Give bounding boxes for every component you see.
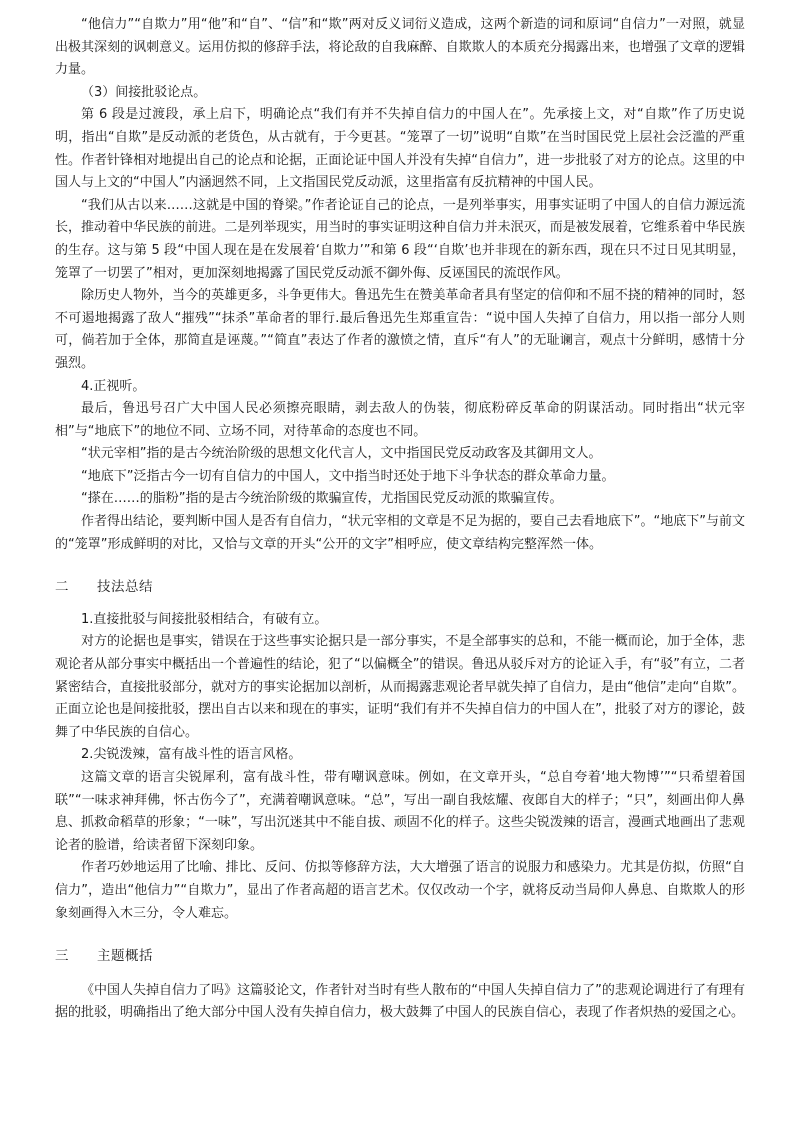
paragraph-technique-2: 这篇文章的语言尖锐犀利，富有战斗性，带有嘲讽意味。例如，在文章开头，“总自夸着‘地大物博’”“只希望着国联”“一味求神拜佛，怀古伤今了”，充满着嘲讽意味。“总”，写出一副自我炫耀、夜郎自大的样子；“只”，刻画出仰人鼻息、抓救命稻草的形象；“一味”，写出沉迷其中不能自拔、顽固不化的样子。这些尖锐泼辣的语言，漫画式地画出了悲观论者的脸谱，给读者留下深刻印象。 <box>55 770 745 853</box>
paragraph-technique-1: 对方的论据也是事实，错误在于这些事实论据只是一部分事实，不是全部事实的总和，不能一概而论，加于全体，悲观论者从部分事实中概括出一个普遍性的结论，犯了“以偏概全”的错误。鲁迅从驳斥对方的论证入手，有“驳”有立，二者紧密结合，直接批驳部分，就对方的事实论据加以剖析，从而揭露悲观论者早就失掉了自信力，是由“他信”走向“自欺”。正面立论也是间接批驳，摆出自古以来和现在的事实，证明“我们有并不失掉自信力的中国人在”，批驳了对方的谬论，鼓舞了中华民族的自信心。 <box>55 634 745 740</box>
subheading-technique-2: 2.尖锐泼辣，富有战斗性的语言风格。 <box>81 747 302 763</box>
paragraph-xinli: “他信力”“自欺力”用“他”和“自”、“信”和“欺”两对反义词衍义造成，这两个新造的词和原词“自信力”一对照，就显出极其深刻的讽刺意义。运用仿拟的修辞手法，将论敌的自我麻醉、自欺欺人的本质充分揭露出来，也增强了文章的逻辑力量。 <box>55 17 745 78</box>
section-number: 三 <box>55 948 69 965</box>
section-title: 主题概括 <box>97 948 153 965</box>
paragraph-cazai: “搽在……的脂粉”指的是古今统治阶级的欺骗宣传，尤指国民党反动派的欺骗宣传。 <box>81 491 563 507</box>
paragraph-theme: 《中国人失掉自信力了吗》这篇驳论文，作者针对当时有些人散布的“中国人失掉自信力了”的悲观论调进行了有理有据的批驳，明确指出了绝大部分中国人没有失掉自信力，极大鼓舞了中国人的民族自信心，表现了作者炽热的爱国之心。 <box>55 982 745 1021</box>
section-title: 技法总结 <box>97 579 153 596</box>
paragraph-zhuangyuan: “状元宰相”指的是古今统治阶级的思想文化代言人，文中指国民党反动政客及其御用文人。 <box>81 446 602 462</box>
paragraph-duan6: 第 6 段是过渡段，承上启下，明确论点“我们有并不失掉自信力的中国人在”。先承接上文，对“自欺”作了历史说明，指出“自欺”是反动派的老货色，从古就有，于今更甚。“笼罩了一切”说明“自欺”在当时国民党上层社会泛滥的严重性。作者针锋相对地提出自己的论点和论据，正面论证中国人并没有失掉“自信力”，进一步批驳了对方的论点。这里的中国人与上文的“中国人”内涵迥然不同，上文指国民党反动派，这里指富有反抗精神的中国人民。 <box>55 107 745 191</box>
paragraph-didi: “地底下”泛指古今一切有自信力的中国人，文中指当时还处于地下斗争状态的群众革命力量。 <box>81 468 615 484</box>
subheading-4: 4.正视听。 <box>81 378 146 394</box>
paragraph-cong-gu: “我们从古以来……这就是中国的脊梁。”作者论证自己的论点，一是列举事实，用事实证明了中国人的自信力源远流长，推动着中华民族的前进。二是列举现实，用当时的事实证明这种自信力并未泯灭，而是被发展着，它维系着中华民族的生存。这与第 5 段“中国人现在是在发展着‘自欺力’”和第 6 段“‘自欺’也并非现在的新东西，现在只不过日见其明显，笼罩了一切罢了”相对，更加深刻地揭露了国民党反动派不御外侮、反诬国民的流氓作风。 <box>55 197 745 281</box>
section-number: 二 <box>55 579 69 596</box>
document-body <box>55 14 745 1025</box>
section-heading-2 <box>55 576 745 599</box>
paragraph-technique-3: 作者巧妙地运用了比喻、排比、反问、仿拟等修辞方法，大大增强了语言的说服力和感染力。尤其是仿拟，仿照“自信力”，造出“他信力”“自欺力”，显出了作者高超的语言艺术。仅仅改动一个字，就将反动当局仰人鼻息、自欺欺人的形象刻画得入木三分，令人难忘。 <box>55 860 745 921</box>
subheading-technique-1: 1.直接批驳与间接批驳相结合，有破有立。 <box>81 611 328 627</box>
subheading-3: （3）间接批驳论点。 <box>81 84 207 100</box>
paragraph-zuihou: 最后，鲁迅号召广大中国人民必须擦亮眼睛，剥去敌人的伪装，彻底粉碎反革命的阴谋活动。同时指出“状元宰相”与“地底下”的地位不同、立场不同，对待革命的态度也不同。 <box>55 401 745 439</box>
paragraph-jielun: 作者得出结论，要判断中国人是否有自信力，“状元宰相的文章是不足为据的，要自己去看地底下”。“地底下”与前文的“笼罩”形成鲜明的对比，又恰与文章的开头“公开的文字”相呼应，使文章结构完整浑然一体。 <box>55 514 745 552</box>
section-heading-3 <box>55 945 745 968</box>
paragraph-lishi: 除历史人物外，当今的英雄更多，斗争更伟大。鲁迅先生在赞美革命者具有坚定的信仰和不屈不挠的精神的同时，怒不可遏地揭露了敌人“摧残”“抹杀”革命者的罪行.最后鲁迅先生郑重宣告：“说中国人失掉了自信力，用以指一部分人则可，倘若加于全体，那简直是诬蔑。”“简直”表达了作者的激愤之情，直斥“有人”的无耻谰言，观点十分鲜明，感情十分强烈。 <box>55 288 745 371</box>
